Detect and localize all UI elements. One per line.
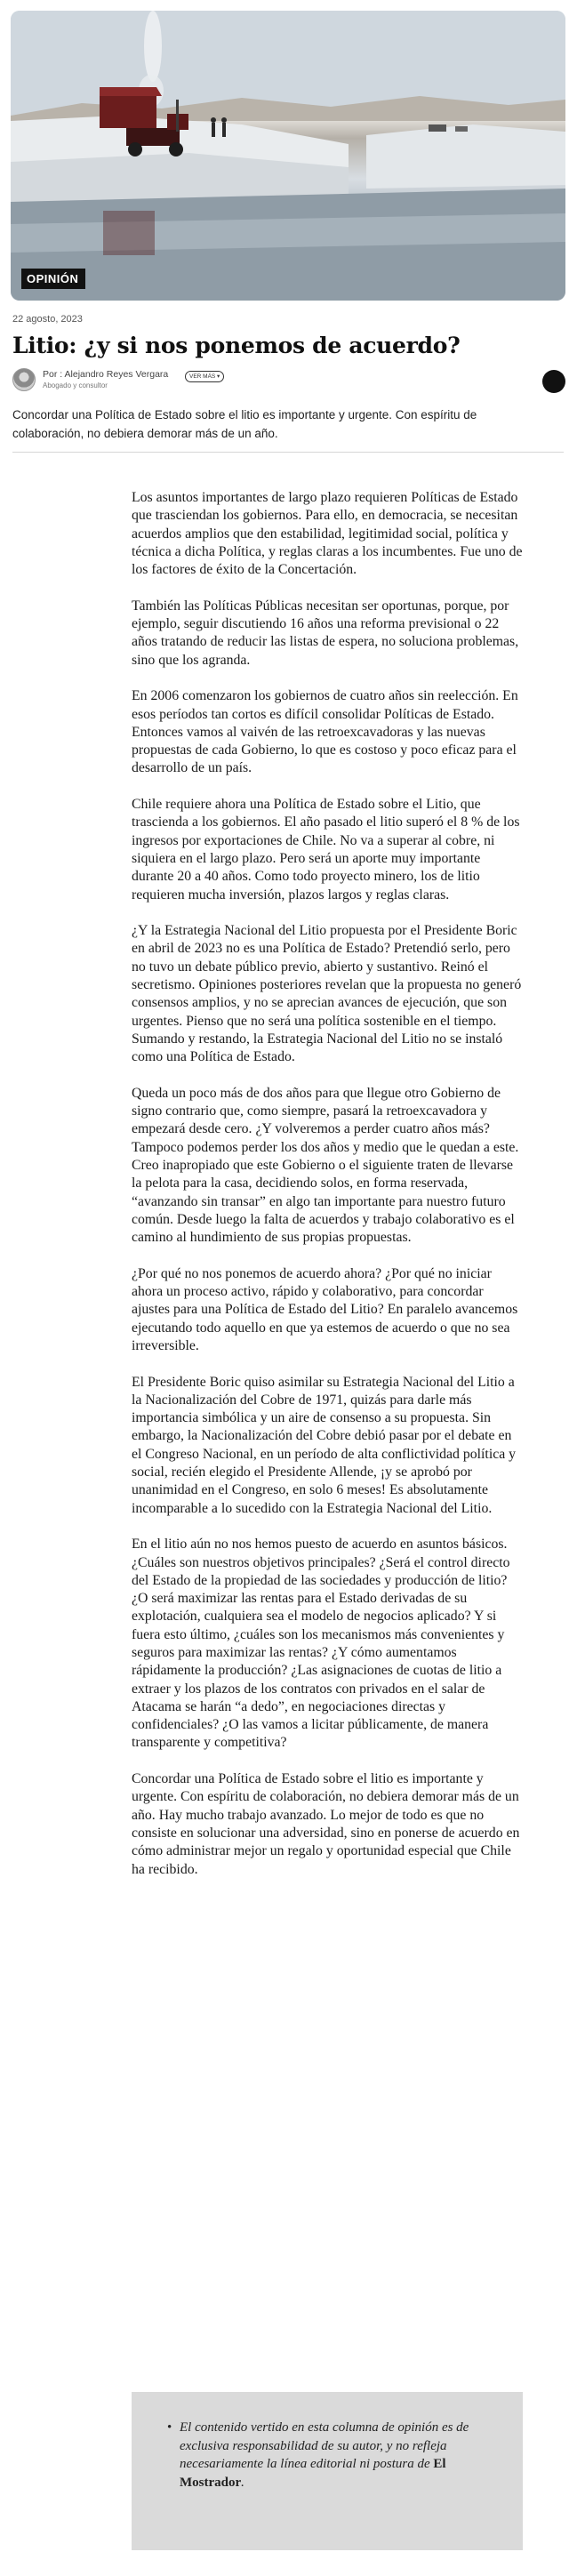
- body-paragraph: Los asuntos importantes de largo plazo requieren Políticas de Estado que trasciendan los gobiernos. Para ello, en democracia, se necesitan acuerdos amplios que den estabilidad, legitimidad social, política y técnica a dicha Política, y reglas claras a los incumbentes. Fue uno de los factores de éxito de la Concertación.: [132, 490, 523, 578]
- disclaimer-item: [167, 2419, 494, 2492]
- brand-name: El Mostrador: [180, 2457, 446, 2490]
- disclaimer-box: [132, 2392, 523, 2550]
- body-paragraph: Concordar una Política de Estado sobre el litio es importante y urgente. Con espíritu de colaboración, no debiera demorar más de un año. Hay mucho trabajo avanzado. Lo mejor de todo es que no consiste en solucionar una adversidad, sino en ponerse de acuerdo en cómo administrar mejor un regalo y oportunidad especial que Chile ha recibido.: [132, 1771, 520, 1877]
- body-paragraph: ¿Por qué no nos ponemos de acuerdo ahora? ¿Por qué no iniciar ahora un proceso activo, rápido y colaborativo, para concordar ajustes para una Política de Estado del Litio? En paralelo avancemos ejecutando todo aquello en que ya estemos de acuerdo o que no sea irreversible.: [132, 1265, 518, 1353]
- publish-date: 22 agosto, 2023: [12, 314, 83, 325]
- body-paragraph: Chile requiere ahora una Política de Estado sobre el Litio, que trascienda a los gobiernos. El año pasado el litio superó el 8 % de los ingresos por exportaciones de Chile. No va a superar al cobre, ni siquiera en el largo plazo. Pero será un aporte muy importante durante 20 a 40 años. Como todo proyecto minero, los de litio requieren mucha inversión, plazos largos y reglas claras.: [132, 797, 520, 903]
- disclaimer-text: El contenido vertido en esta columna de opinión es de exclusiva responsabilidad de su autor, y no refleja necesariamente la línea editorial ni postura de: [180, 2420, 469, 2471]
- body-paragraph: También las Políticas Públicas necesitan ser oportunas, porque, por ejemplo, seguir discutiendo 16 años una reforma previsional o 22 años tratando de reducir las listas de espera, no soluciona problemas, sino que los agranda.: [132, 598, 519, 668]
- ver-mas-button[interactable]: VER MÁS ▾: [185, 371, 224, 382]
- disclaimer-end: .: [241, 2475, 244, 2490]
- hero-image: [11, 11, 565, 301]
- divider: [12, 452, 564, 453]
- author-role: Abogado y consultor: [43, 381, 108, 389]
- body-paragraph: En el litio aún no nos hemos puesto de acuerdo en asuntos básicos. ¿Cuáles son nuestros objetivos principales? ¿Será el control directo del Estado de la propiedad de las sociedades y producción de litio? ¿O será maximizar las rentas para el Estado derivadas de su explotación, cualquiera sea el modelo de negocios aplicado? Y si fuera esto último, ¿cuáles son los mecanismos más convenientes y seguros para maximizar las rentas? ¿Y cómo aumentamos rápidamente la producción? ¿Las asignaciones de cuotas de litio a extraer y los plazos de los contratos con privados en el salar de Atacama se harán “a dedo”, en negociaciones directas y confidenciales? ¿O las vamos a licitar públicamente, de manera transparente y competitiva?: [132, 1537, 510, 1751]
- article-title: Litio: ¿y si nos ponemos de acuerdo?: [12, 333, 461, 358]
- section-badge[interactable]: OPINIÓN: [21, 269, 85, 289]
- body-paragraph: Queda un poco más de dos años para que llegue otro Gobierno de signo contrario que, como siempre, pasará la retroexcavadora y empezará desde cero. ¿Y volveremos a perder cuatro años más? Tampoco podemos perder los dos años y medio que le quedan a este. Creo inapropiado que este Gobierno o el siguiente traten de llevarse la pelota para la casa, decidiendo solos, en forma reservada, “avanzando sin transar” en algo tan importante para nuestro futuro común. Desde luego la falta de acuerdos y trabajo colaborativo es el camino al hundimiento de sus propias propuestas.: [132, 1085, 519, 1246]
- share-button[interactable]: [542, 370, 565, 393]
- avatar[interactable]: [12, 368, 36, 391]
- salt-flat-photo: [11, 11, 565, 301]
- author-name[interactable]: Por : Alejandro Reyes Vergara: [43, 369, 169, 380]
- author-byline: [12, 366, 564, 393]
- article-lead: Concordar una Política de Estado sobre el litio es importante y urgente. Con espíritu de colaboración, no debiera demorar más de un año.: [12, 408, 477, 440]
- article-body: [132, 489, 523, 1897]
- body-paragraph: ¿Y la Estrategia Nacional del Litio propuesta por el Presidente Boric en abril de 2023 no es una Política de Estado? Pretendió serlo, pero no tuvo un debate público previo, abierto y sustantivo. Reinó el secretismo. Opiniones posteriores revelan que la propuesta no generó consensos amplios, y no se aprecian avances de ejecución, que son urgentes. Pienso que no será una política sostenible en el tiempo. Sumando y restando, la Estrategia Nacional del Litio no se instaló como una Política de Estado.: [132, 923, 522, 1065]
- body-paragraph: El Presidente Boric quiso asimilar su Estrategia Nacional del Litio a la Nacionalización del Cobre de 1971, quizás para darle más importancia simbólica y un aire de consenso a su propuesta. Sin embargo, la Nacionalización del Cobre debió pasar por el debate en el Congreso Nacional, en un período de alta conflictividad política y social, recién elegido el Presidente Allende, ¡y se aprobó por unanimidad en el Congreso, en solo 6 meses! Es absolutamente incomparable a lo sucedido con la Estrategia Nacional del Litio.: [132, 1374, 517, 1516]
- body-paragraph: En 2006 comenzaron los gobiernos de cuatro años sin reelección. En esos períodos tan cortos es difícil consolidar Políticas de Estado. Entonces vamos al vaivén de las retroexcavadoras y las nuevas propuestas de cada Gobierno, lo que es costoso y poco eficaz para el desarrollo de un país.: [132, 688, 518, 776]
